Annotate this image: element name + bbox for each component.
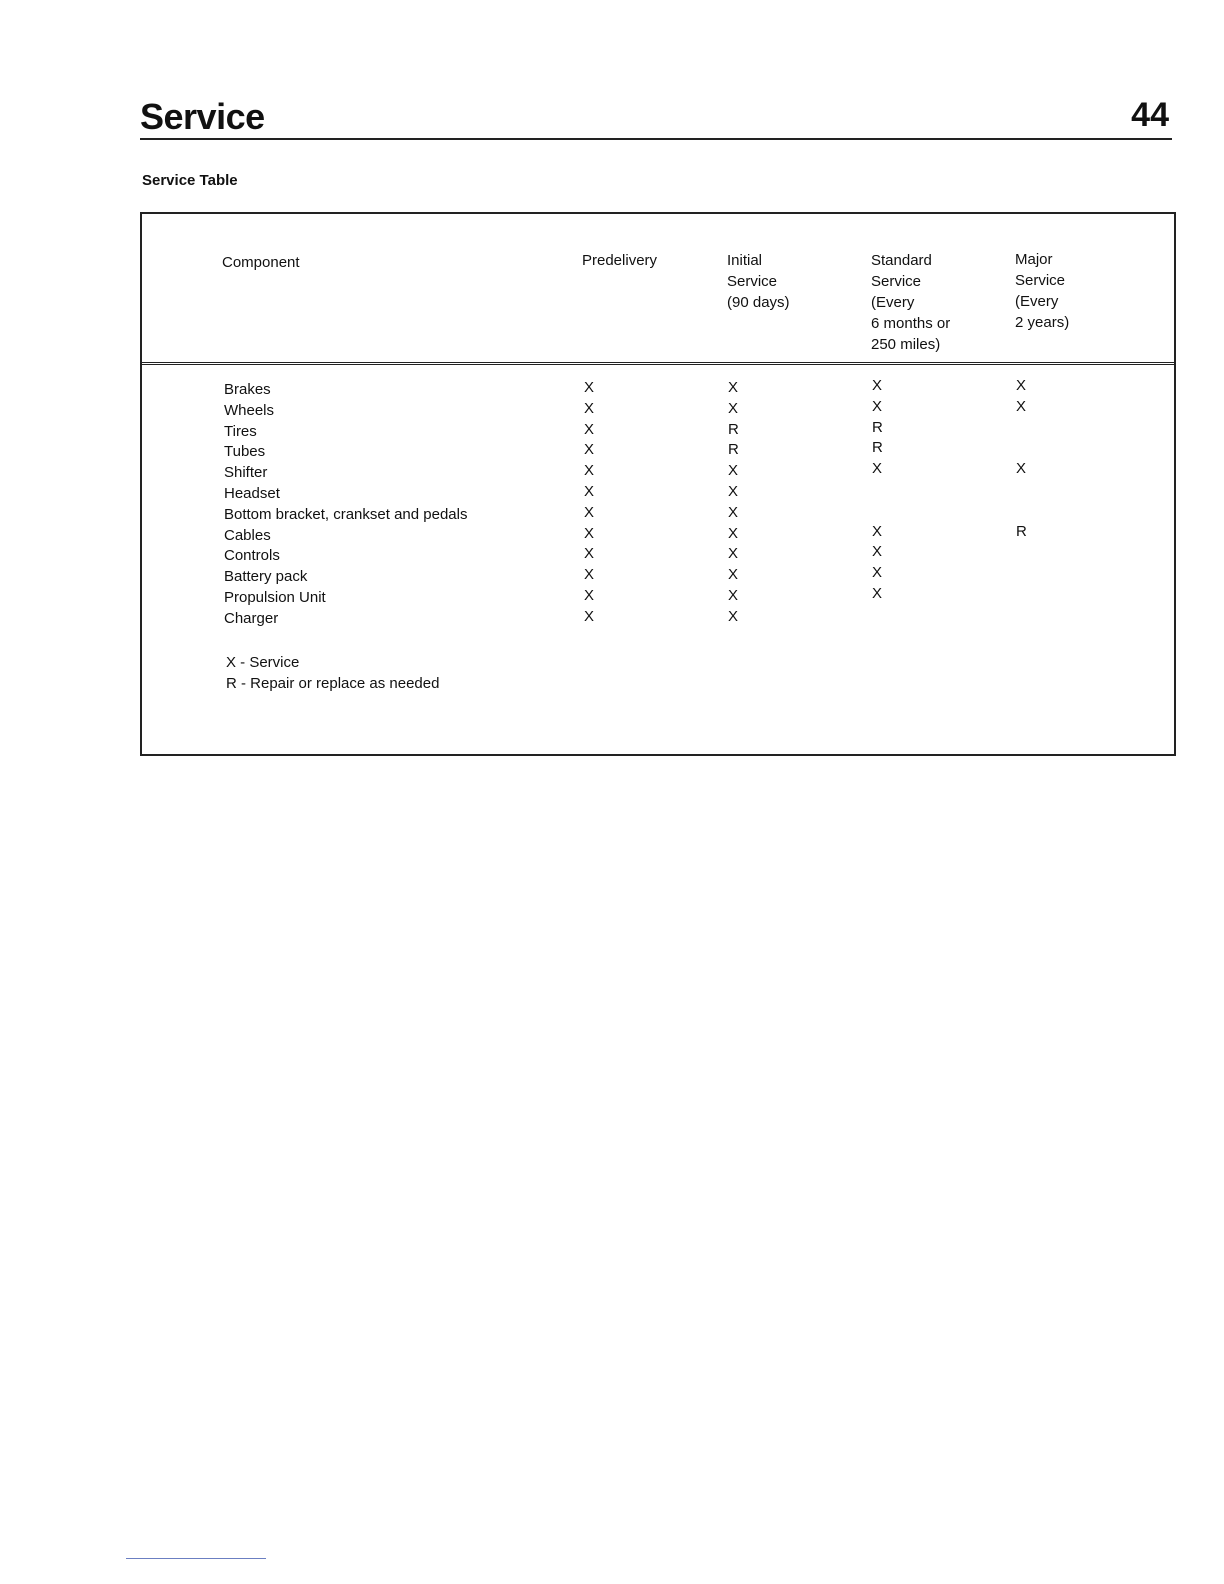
component-label: Brakes [224,381,271,398]
component-label: Cables [224,526,271,544]
major-service-cell: X [1016,460,1027,478]
major-service-cell [1016,438,1027,459]
initial-service-cell: X [728,399,739,417]
column-header-initial-service: Initial Service (90 days) [727,252,790,311]
standard-service-cell [872,605,883,626]
initial-service-cell: X [728,462,739,480]
header-divider [142,362,1174,365]
component-label: Battery pack [224,568,308,586]
component-label: Charger [224,609,279,627]
service-table [140,212,1176,756]
initial-service-cell: X [728,503,739,521]
initial-service-cell: X [728,607,739,625]
initial-service-cell: R [728,441,739,459]
predelivery-cell: X [584,503,595,521]
standard-service-cell: R [872,418,883,436]
major-service-cell [1016,501,1027,522]
predelivery-cell: X [584,524,595,542]
component-label: Shifter [224,464,268,482]
major-service-column [1016,376,1027,626]
initial-service-cell: X [728,566,739,584]
initial-service-cell: X [728,586,739,604]
legend-repair: R - Repair or replace as needed [226,675,440,692]
predelivery-cell: X [584,379,595,396]
component-label: Tires [224,422,257,440]
component-label: Wheels [224,401,275,419]
predelivery-cell: X [584,545,595,563]
predelivery-cell: X [584,420,595,438]
component-label: Controls [224,547,280,565]
component-label: Tubes [224,443,266,461]
page-number: 44 [1131,96,1169,134]
predelivery-cell: X [584,586,595,604]
predelivery-cell: X [584,607,595,625]
major-service-cell [1016,584,1027,605]
standard-service-cell: X [872,564,883,582]
major-service-cell: R [1016,522,1027,540]
column-header-major-service: Major Service (Every 2 years) [1015,251,1070,331]
initial-service-cell: X [728,482,739,500]
major-service-cell [1016,563,1027,584]
standard-service-cell: X [872,460,883,478]
major-service-cell: X [1016,377,1027,394]
initial-service-column [728,378,739,628]
footer-rule [126,1558,266,1559]
standard-service-cell: X [872,377,883,394]
predelivery-cell: X [584,462,595,480]
standard-service-cell: X [872,584,883,602]
standard-service-cell: X [872,397,883,415]
major-service-cell [1016,480,1027,501]
page-title: Service [140,96,265,137]
column-header-component: Component [222,254,300,271]
predelivery-cell: X [584,482,595,500]
major-service-cell: X [1016,397,1027,415]
title-rule [140,138,1172,140]
column-header-predelivery: Predelivery [582,252,658,269]
predelivery-cell: X [584,399,595,417]
column-header-standard-service: Standard Service (Every 6 months or 250 miles) [871,252,951,353]
predelivery-cell: X [584,441,595,459]
standard-service-cell: X [872,522,883,540]
standard-service-cell [872,501,883,522]
table-legend [226,652,439,694]
component-list [224,380,467,630]
initial-service-cell: X [728,379,739,396]
initial-service-cell: X [728,545,739,563]
standard-service-cell: R [872,439,883,457]
section-heading: Service Table [142,172,238,189]
major-service-cell [1016,605,1027,626]
component-label: Bottom bracket, crankset and pedals [224,505,468,523]
predelivery-column [584,378,594,628]
major-service-cell [1016,418,1027,439]
major-service-cell [1016,542,1027,563]
component-label: Propulsion Unit [224,588,326,606]
initial-service-cell: X [728,524,739,542]
component-label: Headset [224,484,280,502]
standard-service-column [872,376,883,626]
predelivery-cell: X [584,566,595,584]
standard-service-cell: X [872,543,883,561]
standard-service-cell [872,480,883,501]
legend-service: X - Service [226,654,300,671]
initial-service-cell: R [728,420,739,438]
